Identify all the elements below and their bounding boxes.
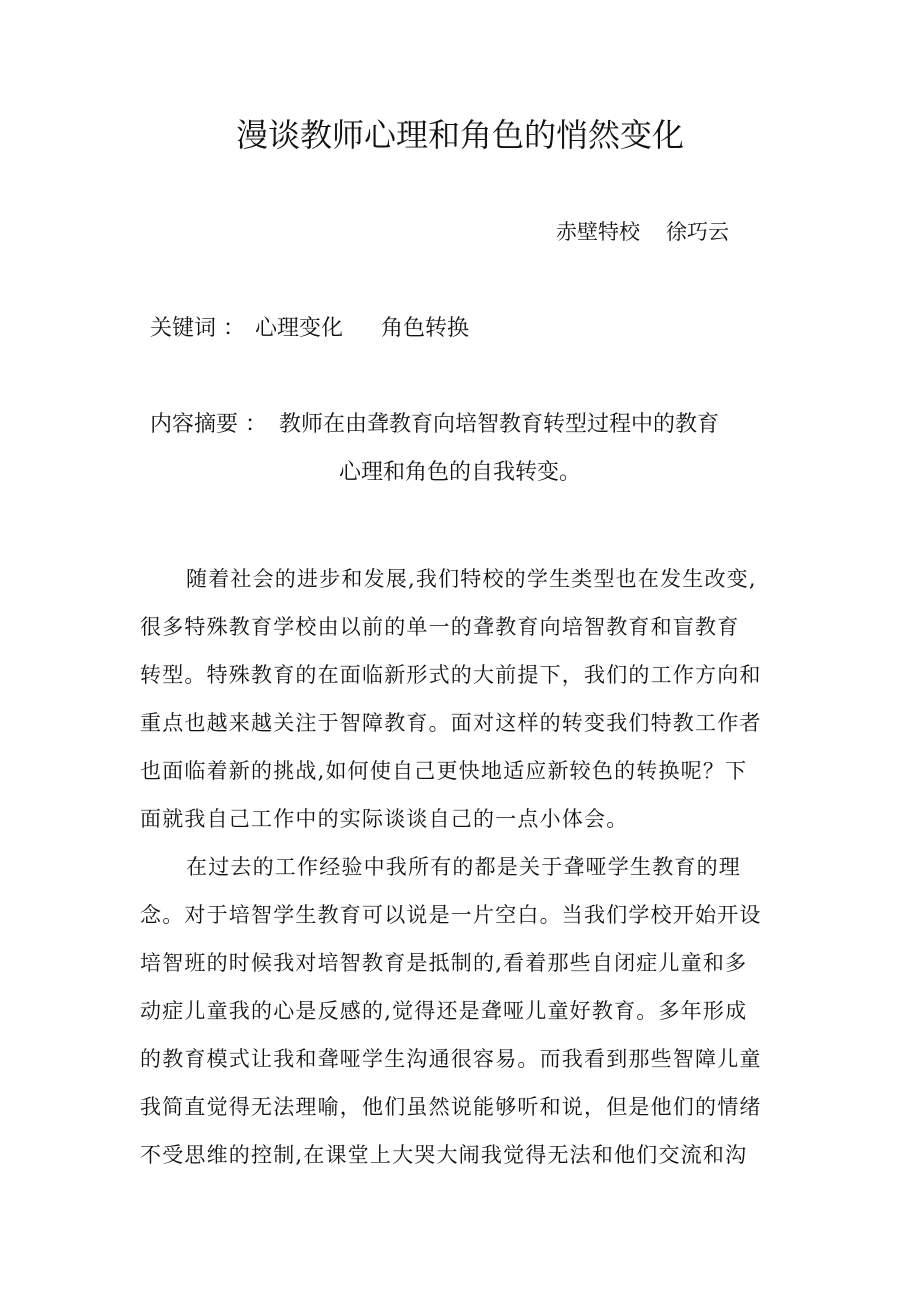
abstract-line [150, 408, 719, 442]
text-line: 在过去的工作经验中我所有的都是关于聋哑学生教育的理 [186, 855, 741, 879]
text-line: 重点也越来越关注于智障教育。面对这样的转变我们特教工作者 [140, 711, 762, 735]
keywords-label: 关键词 ： [150, 316, 245, 341]
abstract-text: 教师在由聋教育向培智教育转型过程中的教育 [279, 412, 720, 437]
abstract-line-continued: 心理和角色的自我转变。 [338, 460, 581, 485]
paragraph [140, 555, 780, 843]
paragraph [140, 843, 780, 1179]
text-line: 转型。特殊教育的在面临新形式的大前提下，我们的工作方向和 [140, 663, 762, 687]
author-school: 赤壁特校 [556, 220, 640, 244]
text-line: 面就我自己工作中的实际谈谈自己的一点小体会。 [140, 807, 629, 831]
body-text [140, 555, 780, 1179]
keyword-item: 角色转换 [381, 316, 470, 341]
text-line: 的教育模式让我和聋哑学生沟通很容易。而我看到那些智障儿童 [140, 1047, 762, 1071]
author-name: 徐巧云 [666, 220, 729, 244]
abstract-label: 内容摘要 ： [150, 412, 267, 437]
text-line: 随着社会的进步和发展,我们特校的学生类型也在发生改变, [186, 567, 757, 591]
text-line: 动症儿童我的心是反感的,觉得还是聋哑儿童好教育。多年形成 [140, 999, 748, 1023]
text-line: 培智班的时候我对培智教育是抵制的,看着那些自闭症儿童和多 [140, 951, 748, 975]
keywords-line [150, 312, 469, 346]
author-line [556, 216, 729, 248]
text-line: 念。对于培智学生教育可以说是一片空白。当我们学校开始开设 [140, 903, 762, 927]
text-line: 不受思维的控制,在课堂上大哭大闹我觉得无法和他们交流和沟 [140, 1143, 748, 1167]
keyword-item: 心理变化 [255, 316, 344, 341]
text-line: 很多特殊教育学校由以前的单一的聋教育向培智教育和盲教育 [140, 615, 740, 639]
text-line: 我简直觉得无法理喻，他们虽然说能够听和说，但是他们的情绪 [140, 1095, 762, 1119]
text-line: 也面临着新的挑战,如何使自己更快地适应新较色的转换呢？下 [140, 759, 748, 783]
document-title: 漫谈教师心理和角色的悄然变化 [235, 116, 684, 154]
